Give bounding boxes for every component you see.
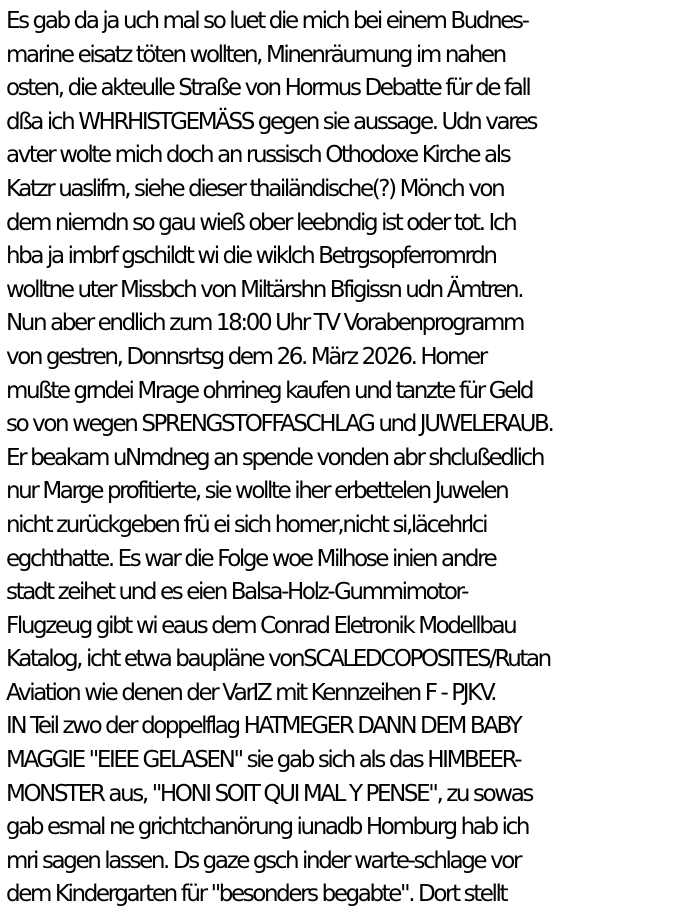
text-line: dßa ich WHRHISTGEMÄSS gegen sie aussage. Udn vares [6,108,537,135]
text-line: dem niemdn so gau wieß ober leebndig ist oder tot. Ich [6,209,516,236]
text-line: stadt zeihet und es eien Balsa-Holz-Gummimotor- [6,579,468,606]
text-line: Er beakam uNmdneg an spende vonden abr shclußedlich [6,444,544,471]
text-line: nur Marge profitierte, sie wollte iher erbettelen Juwelen [6,478,508,505]
text-line: Aviation wie denen der VarIZ mit Kennzeihen F - PJKV. [6,679,496,706]
text-line: marine eisatz töten wollten, Minenräumung im nahen [6,41,505,68]
text-line: avter wolte mich doch an russisch Othodoxe Kirche als [6,142,510,169]
text-line: Es gab da ja uch mal so luet die mich bei einem Budnes- [6,8,528,34]
text-line: mri sagen lassen. Ds gaze gsch inder warte-schlage vor [6,847,521,874]
text-line: Katzr uaslifrn, siehe dieser thailändische(?) Mönch von [6,175,504,202]
text-line: Flugzeug gibt wi eaus dem Conrad Eletronik Modellbau [6,612,516,639]
text-line: Nun aber endlich zum 18:00 Uhr TV Vorabenprogramm [6,310,524,337]
text-line: dem Kindergarten für "besonders begabte". Dort stellt [6,881,507,908]
text-line: IN Teil zwo der doppelflag HATMEGER DANN DEM BABY [6,713,521,740]
text-line: gab esmal ne grichtchanörung iunadb Homburg hab ich [6,814,529,841]
text-line: nicht zurückgeben frü ei sich homer,nicht si,läcehrlci [6,511,487,538]
text-line: osten, die akteullе Straße von Hormus Debatte für de fall [6,75,530,102]
text-line: mußte grndei Mrage ohrrineg kaufen und tanzte für Geld [6,377,533,404]
text-line: von gestren, Donnsrtsg dem 26. März 2026. Homer [6,343,486,370]
text-line: wolltne uter Missbch von Miltärshn Bfigissn udn Ämtren. [6,276,523,303]
text-line: hba ja imbrf gschildt wi die wiklch Betrgsopferromrdn [6,243,496,270]
text-line: MONSTER aus, "HONI SOIT QUI MAL Y PENSE", zu sowas [6,780,532,807]
text-line: MAGGIE "EIEE GELASEN" sie gab sich als das HIMBEER- [6,747,521,774]
text-line: egchthatte. Es war die Folge woe Milhose inien andre [6,545,496,572]
text-line: Katalog, icht etwa baupläne vonSCALEDCOPOSITES/Rutan [6,646,550,673]
text-line: so von wegen SPRENGSTOFFASCHLAG und JUWELERAUB. [6,411,553,438]
